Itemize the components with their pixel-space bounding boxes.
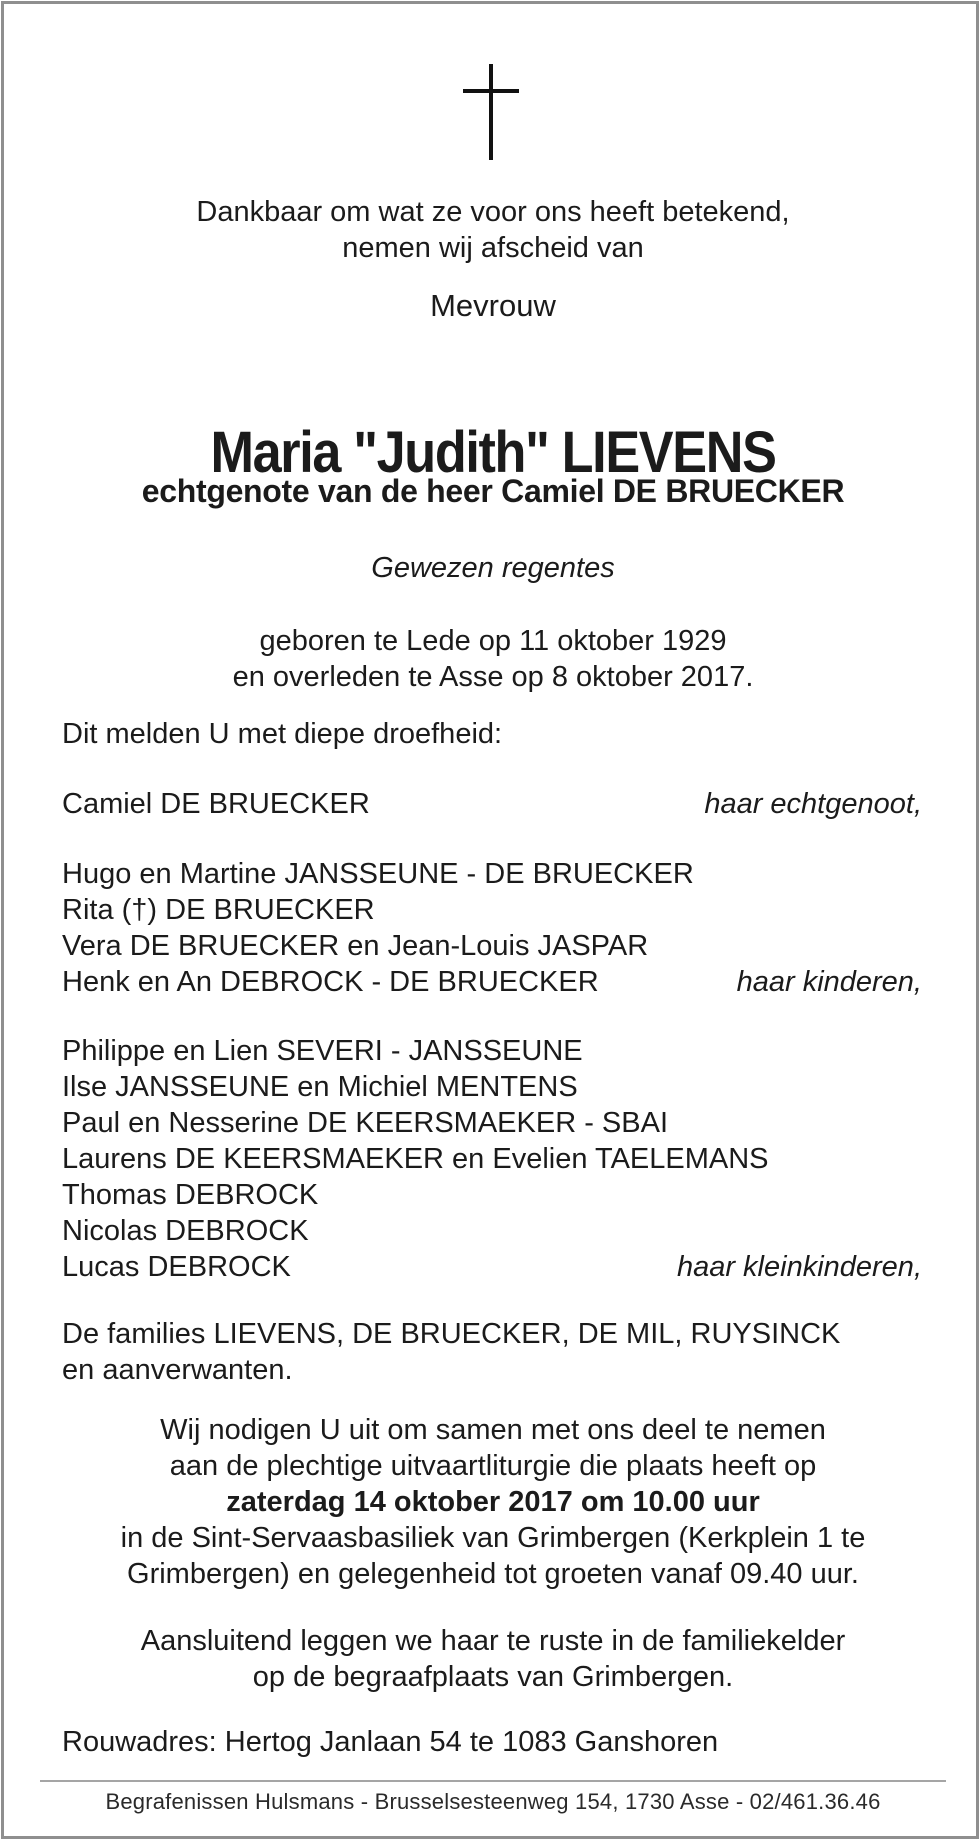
spouse-name: Camiel DE BRUECKER	[62, 788, 370, 820]
spouse-role: haar echtgenoot,	[704, 788, 922, 820]
intro-line-1: Dankbaar om wat ze voor ons heeft betekend,	[196, 196, 790, 228]
footer-divider	[40, 1780, 946, 1782]
family-row	[62, 1249, 922, 1285]
grandchildren-block	[62, 1033, 922, 1285]
family-row	[62, 1105, 922, 1141]
salutation: Mevrouw	[430, 288, 556, 323]
intro-line-2: nemen wij afscheid van	[342, 232, 644, 264]
families-line-2: en aanverwanten.	[62, 1354, 293, 1386]
grandchild-name: Paul en Nesserine DE KEERSMAEKER - SBAI	[62, 1107, 669, 1139]
invitation-line-1: Wij nodigen U uit om samen met ons deel te nemen	[160, 1414, 826, 1446]
family-row	[62, 928, 922, 964]
family-row	[62, 786, 922, 822]
child-name: Hugo en Martine JANSSEUNE - DE BRUECKER	[62, 858, 694, 890]
intro-text	[4, 194, 980, 266]
grandchild-name: Laurens DE KEERSMAEKER en Evelien TAELEMANS	[62, 1143, 769, 1175]
invitation-line-3: in de Sint-Servaasbasiliek van Grimbergen (Kerkplein 1 te	[120, 1522, 866, 1554]
invitation-block	[4, 1412, 980, 1592]
spouse-line: echtgenote van de heer Camiel DE BRUECKER	[141, 473, 845, 509]
invitation-line-4: Grimbergen) en gelegenheid tot groeten vanaf 09.40 uur.	[127, 1558, 859, 1590]
child-name: Vera DE BRUECKER en Jean-Louis JASPAR	[62, 930, 649, 962]
death-date-line: en overleden te Asse op 8 oktober 2017.	[232, 661, 754, 693]
families-block	[62, 1316, 922, 1388]
deceased-name: Maria "Judith" LIEVENS	[210, 420, 776, 485]
birth-date-line: geboren te Lede op 11 oktober 1929	[259, 625, 727, 657]
burial-block	[4, 1623, 980, 1695]
invitation-line-2: aan de plechtige uitvaartliturgie die plaats heeft op	[169, 1450, 817, 1482]
grandchild-name: Nicolas DEBROCK	[62, 1215, 309, 1247]
obituary-card	[1, 1, 979, 1839]
family-row	[62, 1033, 922, 1069]
burial-line-1: Aansluitend leggen we haar te ruste in de familiekelder	[140, 1625, 846, 1657]
funeral-datetime: zaterdag 14 oktober 2017 om 10.00 uur	[226, 1486, 760, 1518]
spouse-block	[62, 786, 922, 822]
family-row	[62, 964, 922, 1000]
grandchild-name: Lucas DEBROCK	[62, 1251, 291, 1283]
children-role: haar kinderen,	[736, 966, 922, 998]
child-name: Henk en An DEBROCK - DE BRUECKER	[62, 966, 599, 998]
burial-line-2: op de begraafplaats van Grimbergen.	[252, 1661, 734, 1693]
grandchild-name: Philippe en Lien SEVERI - JANSSEUNE	[62, 1035, 583, 1067]
funeral-home-footer: Begrafenissen Hulsmans - Brusselsesteenweg 154, 1730 Asse - 02/461.36.46	[105, 1789, 881, 1814]
profession: Gewezen regentes	[371, 552, 615, 584]
families-line-1: De families LIEVENS, DE BRUECKER, DE MIL, RUYSINCK	[62, 1318, 841, 1350]
grandchildren-role: haar kleinkinderen,	[676, 1251, 922, 1283]
grandchild-name: Ilse JANSSEUNE en Michiel MENTENS	[62, 1071, 578, 1103]
family-row	[62, 856, 922, 892]
life-dates	[4, 623, 980, 695]
family-row	[62, 1177, 922, 1213]
family-row	[62, 1069, 922, 1105]
grandchild-name: Thomas DEBROCK	[62, 1179, 319, 1211]
family-row	[62, 1141, 922, 1177]
children-block	[62, 856, 922, 1000]
mourning-address: Rouwadres: Hertog Janlaan 54 te 1083 Ganshoren	[62, 1726, 719, 1758]
family-row	[62, 1213, 922, 1249]
child-name: Rita (†) DE BRUECKER	[62, 894, 375, 926]
family-row	[62, 892, 922, 928]
announcement: Dit melden U met diepe droefheid:	[62, 718, 503, 750]
